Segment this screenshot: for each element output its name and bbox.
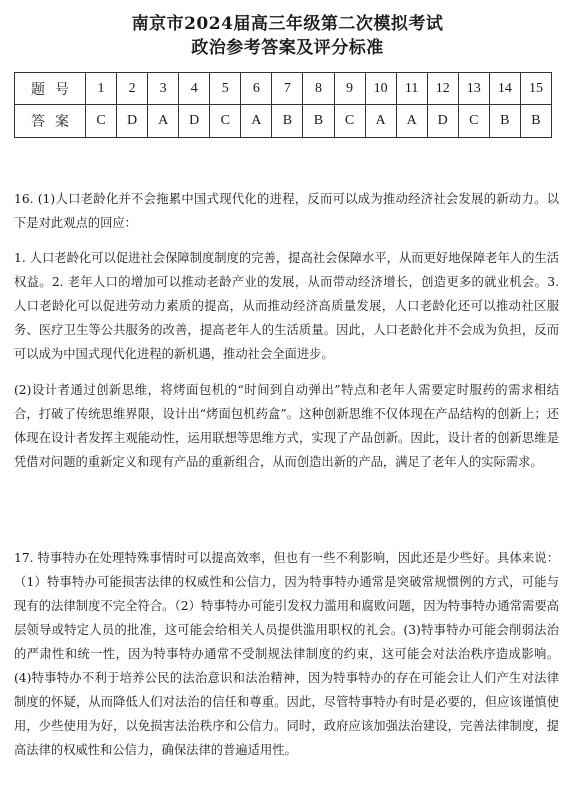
question-number-cell: 12	[427, 73, 458, 105]
answer-cell: B	[272, 105, 303, 138]
answer-cell: A	[241, 105, 272, 138]
answer-cell: A	[365, 105, 396, 138]
q16-part1-answer: 1. 人口老龄化可以促进社会保障制度制度的完善，提高社会保障水平，从而更好地保障老年人的生活权益。2. 老年人口的增加可以推动老龄产业的发展，从而带动经济增长，创造更多的就业机会。3. 人口老龄化可以促进劳动力素质的提高，从而推动经济高质量发展，人口老龄化还可以推动社区服务、医疗卫生等公共服务的改善，提高老年人的生活质量。因此，人口老龄化并不会成为负担，反而可以成为中国式现代化进程的新机遇，推动社会全面进步。	[14, 251, 559, 361]
answer-cell: C	[334, 105, 365, 138]
question-number-cell: 14	[489, 73, 520, 105]
question-number-cell: 15	[520, 73, 551, 105]
question-number-cell: 1	[86, 73, 117, 105]
document-subtitle: 政治参考答案及评分标准	[191, 38, 384, 58]
question-number-cell: 3	[148, 73, 179, 105]
answer-row	[15, 105, 552, 138]
answer-table	[14, 72, 552, 138]
answer-cell: A	[148, 105, 179, 138]
question-number-cell: 13	[458, 73, 489, 105]
question-number-cell: 6	[241, 73, 272, 105]
q16-intro: 16. (1)人口老龄化并不会拖累中国式现代化的进程，反而可以成为推动经济社会发展的新动力。以下是对此观点的回应：	[14, 192, 559, 230]
answer-cell: C	[458, 105, 489, 138]
answer-cell: B	[489, 105, 520, 138]
answer-header: 答案	[15, 105, 86, 138]
q17-answer: 17. 特事特办在处理特殊事情时可以提高效率，但也有一些不利影响，因此还是少些好。具体来说：（1）特事特办可能损害法律的权威性和公信力，因为特事特办通常是突破常规惯例的方式，可能与现有的法律制度不完全符合。（2）特事特办可能引发权力滥用和腐败问题，因为特事特办通常需要高层领导或特定人员的批准，这可能会给相关人员提供滥用职权的礼会。(3)特事特办可能会削弱法治的严肃性和统一性，因为特事特办通常不受制规法律制度的约束，这可能会对法治秩序造成影响。(4)特事特办不利于培养公民的法治意识和法治精神，因为特事特办的存在可能会让人们产生对法律制度的怀疑，从而降低人们对法治的信任和尊重。因此，尽管特事特办有时是必要的，但应该谨慎使用，少些使用为好，以免损害法治秩序和公信力。同时，政府应该加强法治建设，完善法律制度，提高法律的权威性和公信力，确保法律的普遍适用性。	[14, 551, 559, 757]
answer-cell: B	[520, 105, 551, 138]
answer-cell: D	[427, 105, 458, 138]
question-number-cell: 5	[210, 73, 241, 105]
answer-cell: A	[396, 105, 427, 138]
question-number-cell: 4	[179, 73, 210, 105]
question-number-cell: 8	[303, 73, 334, 105]
document-title: 南京市2024届高三年级第二次模拟考试	[131, 14, 444, 34]
question-number-cell: 7	[272, 73, 303, 105]
q16-part2-answer: (2)设计者通过创新思维，将烤面包机的“时间到自动弹出”特点和老年人需要定时服药的需求相结合，打破了传统思维界限，设计出“烤面包机药盒”。这种创新思维不仅体现在产品结构的创新上；还体现在设计者发挥主观能动性，运用联想等思维方式，实现了产品创新。因此，设计者的创新思维是凭借对问题的重新定义和现有产品的重新组合，从而创造出新的产品，满足了老年人的实际需求。	[14, 383, 559, 469]
answer-cell: C	[210, 105, 241, 138]
question-number-cell: 11	[396, 73, 427, 105]
question-number-cell: 2	[117, 73, 148, 105]
answer-cell: B	[303, 105, 334, 138]
question-number-header: 题号	[15, 73, 86, 105]
answer-cell: D	[117, 105, 148, 138]
question-number-cell: 10	[365, 73, 396, 105]
answer-cell: C	[86, 105, 117, 138]
question-number-row	[15, 73, 552, 105]
question-number-cell: 9	[334, 73, 365, 105]
answer-cell: D	[179, 105, 210, 138]
